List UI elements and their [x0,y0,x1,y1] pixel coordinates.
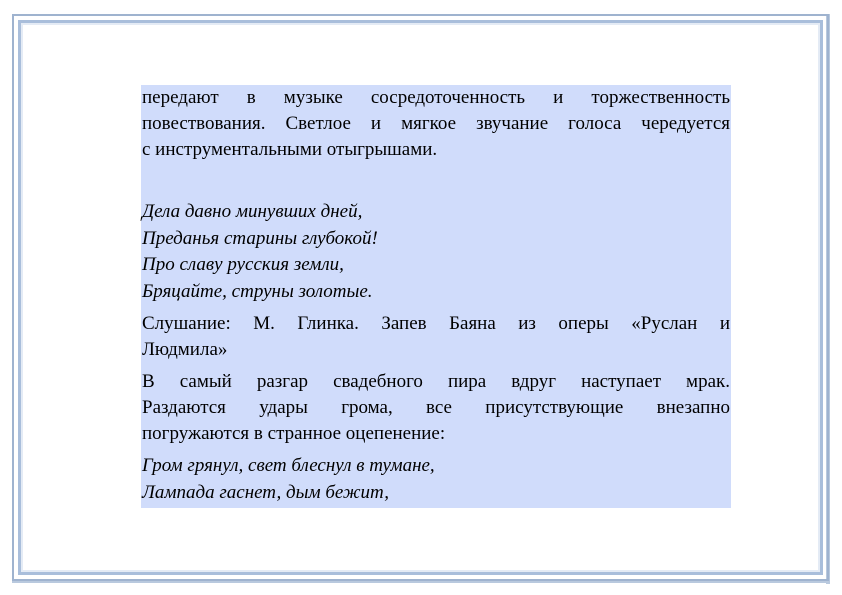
verse-line: Гром грянул, свет блеснул в тумане, [142,455,435,476]
verse-line: Про славу русския земли, [142,254,344,275]
paragraph-line: передают в музыке сосредоточенность и торжественность [142,87,730,108]
paragraph-line: погружаются в странное оцепенение: [142,423,446,444]
paragraph-line: повествования. Светлое и мягкое звучание голоса чередуется [142,113,730,134]
spacer [142,163,730,199]
paragraph-line: Слушание: М. Глинка. Запев Баяна из оперы «Руслан и [142,313,730,334]
verse-line: Лампада гаснет, дым бежит, [142,481,389,503]
slide-text-block [141,85,731,508]
paragraph-music-description [142,85,730,163]
verse-line: Бряцайте, струны золотые. [142,280,373,302]
paragraph-line: Людмила» [142,339,228,360]
verse-thunder [142,453,730,506]
verse-line: Дела давно минувших дней, [142,201,363,222]
paragraph-line: В самый разгар свадебного пира вдруг наступает мрак. [142,371,730,392]
verse-line: Преданья старины глубокой! [142,227,378,249]
paragraph-line: Раздаются удары грома, все присутствующие внезапно [142,397,730,418]
paragraph-line: с инструментальными отыгрышами. [142,139,438,160]
verse-ruslan-intro [142,199,730,305]
paragraph-listening [142,311,730,363]
paragraph-wedding-feast [142,369,730,447]
